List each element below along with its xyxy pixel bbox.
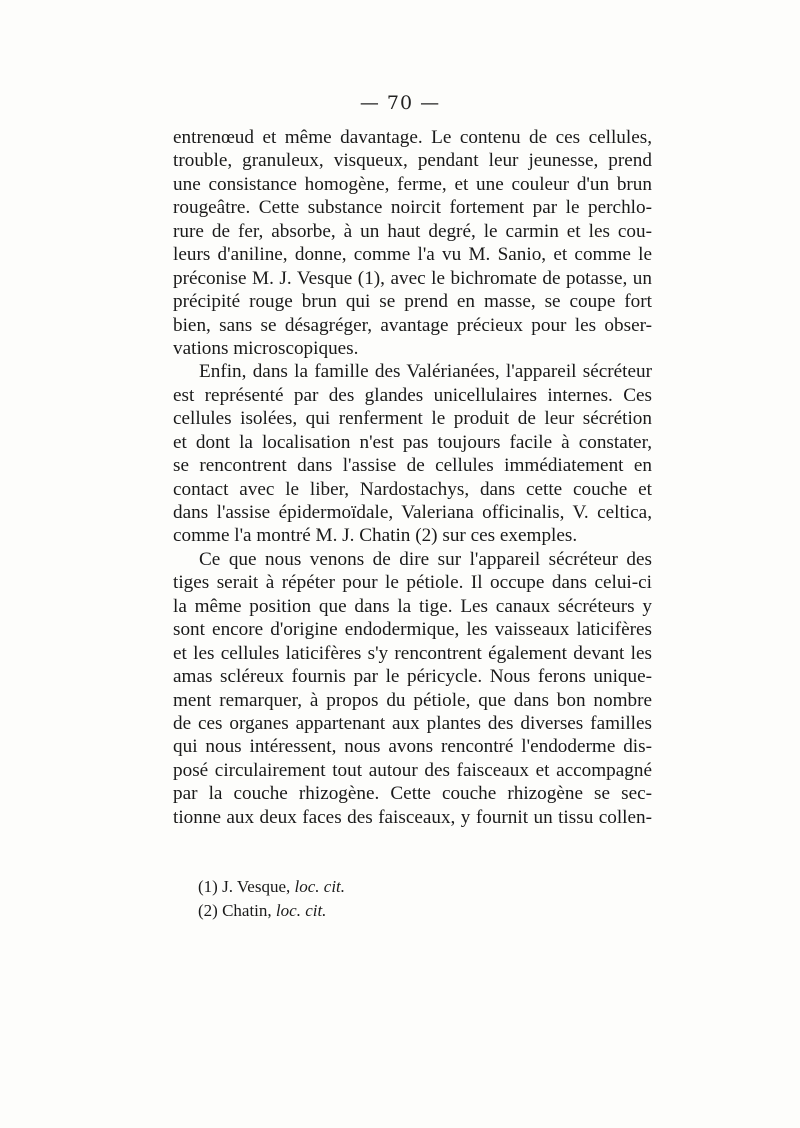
text-line: qui nous intéressent, nous avons rencontré l'endoderme dis- xyxy=(173,736,652,758)
text-line: trouble, granuleux, visqueux, pendant leur jeunesse, prend xyxy=(173,150,652,172)
footnote-2 xyxy=(198,899,618,923)
text-line: leurs d'aniline, donne, comme l'a vu M. Sanio, et comme le xyxy=(173,244,652,266)
text-line: est représenté par des glandes unicellulaires internes. Ces xyxy=(173,384,652,406)
footnote-author: J. Vesque, xyxy=(222,877,291,896)
text-line: tiges serait à répéter pour le pétiole. Il occupe dans celui-ci xyxy=(173,572,652,594)
text-line: par la couche rhizogène. Cette couche rhizogène se sec- xyxy=(173,783,652,805)
text-line: amas scléreux fournis par le péricycle. Nous ferons unique- xyxy=(173,666,652,688)
text-line: et les cellules laticifères s'y rencontrent également devant les xyxy=(173,642,652,664)
text-line: contact avec le liber, Nardostachys, dans cette couche et xyxy=(173,478,652,500)
text-line: Enfin, dans la famille des Valérianées, l'appareil sécréteur xyxy=(199,361,652,383)
text-line: se rencontrent dans l'assise de cellules immédiatement en xyxy=(173,455,652,477)
footnote-1 xyxy=(198,875,618,899)
text-line: rure de fer, absorbe, à un haut degré, le carmin et les cou- xyxy=(173,220,652,242)
text-line: posé circulairement tout autour des faisceaux et accompagné xyxy=(173,759,652,781)
text-line: cellules isolées, qui renferment le produit de leur sécrétion xyxy=(173,408,652,430)
text-line: et dont la localisation n'est pas toujours facile à constater, xyxy=(173,431,652,453)
text-line: ment remarquer, à propos du pétiole, que dans bon nombre xyxy=(173,689,652,711)
text-line: de ces organes appartenant aux plantes des diverses familles xyxy=(173,712,652,734)
text-line: préconise M. J. Vesque (1), avec le bichromate de potasse, un xyxy=(173,267,652,289)
text-line: bien, sans se désagréger, avantage précieux pour les obser- xyxy=(173,314,652,336)
page-number: — 70 — xyxy=(359,92,441,114)
footnote-marker: (1) xyxy=(198,877,218,896)
text-line: rougeâtre. Cette substance noircit fortement par le perchlo- xyxy=(173,197,652,219)
text-line: sont encore d'origine endodermique, les vaisseaux laticifères xyxy=(173,619,652,641)
text-line: dans l'assise épidermoïdale, Valeriana officinalis, V. celtica, xyxy=(173,502,652,523)
text-line: une consistance homogène, ferme, et une couleur d'un brun xyxy=(173,173,652,195)
text-line: la même position que dans la tige. Les canaux sécréteurs y xyxy=(173,595,652,617)
footnote-reference: loc. cit. xyxy=(275,901,327,920)
body-text xyxy=(173,126,652,829)
text-line: tionne aux deux faces des faisceaux, y fournit un tissu collen- xyxy=(173,806,652,828)
footnote-reference: loc. cit. xyxy=(294,877,346,896)
text-line: précipité rouge brun qui se prend en masse, se coupe fort xyxy=(173,291,652,313)
text-line: comme l'a montré M. J. Chatin (2) sur ces exemples. xyxy=(173,525,578,547)
footnote-marker: (2) xyxy=(198,901,218,920)
text-line: vations microscopiques. xyxy=(173,337,359,359)
footnotes xyxy=(198,875,618,923)
text-line: Ce que nous venons de dire sur l'appareil sécréteur des xyxy=(199,548,652,570)
text-line: entrenœud et même davantage. Le contenu de ces cellules, xyxy=(173,127,652,148)
footnote-author: Chatin, xyxy=(222,901,272,920)
